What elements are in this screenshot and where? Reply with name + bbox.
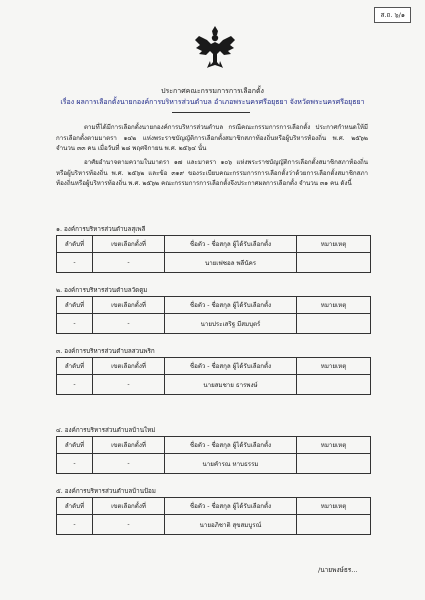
table-row bbox=[57, 515, 371, 535]
cell-name: นายสมชาย ธารพงษ์ bbox=[165, 375, 297, 395]
cell-name: นายอภิชาติ สุขสมบูรณ์ bbox=[165, 515, 297, 535]
section-title: ๓. องค์การบริหารส่วนตำบลสวนพริก bbox=[56, 348, 155, 355]
cell-order: - bbox=[57, 515, 93, 535]
section-title: ๔. องค์การบริหารส่วนตำบลบ้านใหม่ bbox=[56, 427, 156, 434]
header-remark: หมายเหตุ bbox=[297, 358, 371, 375]
header-order: ลำดับที่ bbox=[57, 437, 93, 454]
form-code-box: ส.ถ. ๖/๑ bbox=[374, 7, 411, 23]
cell-name: นายคำรณ หาบธรรม bbox=[165, 454, 297, 474]
result-section bbox=[56, 225, 370, 273]
cell-district: - bbox=[93, 515, 165, 535]
header-name: ชื่อตัว - ชื่อสกุล ผู้ได้รับเลือกตั้ง bbox=[165, 358, 297, 375]
cell-district: - bbox=[93, 253, 165, 273]
result-section bbox=[56, 286, 370, 334]
header-name: ชื่อตัว - ชื่อสกุล ผู้ได้รับเลือกตั้ง bbox=[165, 437, 297, 454]
result-section bbox=[56, 347, 370, 395]
cell-remark bbox=[297, 454, 371, 474]
header-order: ลำดับที่ bbox=[57, 236, 93, 253]
result-section bbox=[56, 487, 370, 535]
announcement-title: ประกาศคณะกรรมการการเลือกตั้ง bbox=[161, 87, 264, 95]
header-district: เขตเลือกตั้งที่ bbox=[93, 297, 165, 314]
header-district: เขตเลือกตั้งที่ bbox=[93, 437, 165, 454]
table-row bbox=[57, 454, 371, 474]
cell-district: - bbox=[93, 375, 165, 395]
result-table bbox=[56, 497, 371, 535]
body-paragraph-2: อาศัยอำนาจตามความในมาตรา ๑๗ และมาตรา ๑๐๖ แห่งพระราชบัญญัติการเลือกตั้งสมาชิกสภาท้องถิ่นหรือผู้บริหารท้องถิ่น พ.ศ. ๒๕๖๒ และข้อ ๓๑๙ ของระเบียบคณะกรรมการการเลือกตั้งว่าด้วยการเลือกตั้งสมาชิกสภาท้องถิ่นหรือผู้บริหารท้องถิ่น พ.ศ. ๒๕๖๒ คณะกรรมการการเลือกตั้งจึงประกาศผลการเลือกตั้ง จำนวน ๓๑ คน ดังนี้ bbox=[56, 159, 368, 187]
header-order: ลำดับที่ bbox=[57, 358, 93, 375]
header-remark: หมายเหตุ bbox=[297, 437, 371, 454]
announcement-subject: เรื่อง ผลการเลือกตั้งนายกองค์การบริหารส่วนตำบล อำเภอพระนครศรีอยุธยา จังหวัดพระนครศรีอยุธยา bbox=[60, 98, 365, 106]
header-remark: หมายเหตุ bbox=[297, 498, 371, 515]
header-district: เขตเลือกตั้งที่ bbox=[93, 498, 165, 515]
cell-remark bbox=[297, 375, 371, 395]
cell-remark bbox=[297, 314, 371, 334]
continuation-note: /นายพงษ์ธร... bbox=[318, 566, 358, 574]
header-remark: หมายเหตุ bbox=[297, 236, 371, 253]
cell-order: - bbox=[57, 314, 93, 334]
result-table bbox=[56, 357, 371, 395]
header-district: เขตเลือกตั้งที่ bbox=[93, 358, 165, 375]
title-divider bbox=[172, 112, 250, 113]
header-district: เขตเลือกตั้งที่ bbox=[93, 236, 165, 253]
result-table bbox=[56, 296, 371, 334]
result-table bbox=[56, 235, 371, 273]
result-table bbox=[56, 436, 371, 474]
table-row bbox=[57, 375, 371, 395]
cell-remark bbox=[297, 515, 371, 535]
cell-order: - bbox=[57, 375, 93, 395]
result-section bbox=[56, 426, 370, 474]
table-row bbox=[57, 253, 371, 273]
header-order: ลำดับที่ bbox=[57, 498, 93, 515]
cell-name: นายประเสริฐ มีสมบุตร์ bbox=[165, 314, 297, 334]
header-order: ลำดับที่ bbox=[57, 297, 93, 314]
cell-order: - bbox=[57, 454, 93, 474]
cell-remark bbox=[297, 253, 371, 273]
section-title: ๕. องค์การบริหารส่วนตำบลบ้านป้อม bbox=[56, 488, 156, 495]
cell-order: - bbox=[57, 253, 93, 273]
table-row bbox=[57, 314, 371, 334]
header-name: ชื่อตัว - ชื่อสกุล ผู้ได้รับเลือกตั้ง bbox=[165, 498, 297, 515]
section-title: ๑. องค์การบริหารส่วนตำบลสุเพลี bbox=[56, 226, 146, 233]
header-remark: หมายเหตุ bbox=[297, 297, 371, 314]
header-name: ชื่อตัว - ชื่อสกุล ผู้ได้รับเลือกตั้ง bbox=[165, 236, 297, 253]
section-title: ๒. องค์การบริหารส่วนตำบลวัดตูม bbox=[56, 287, 148, 294]
cell-district: - bbox=[93, 314, 165, 334]
garuda-emblem-icon bbox=[193, 24, 237, 70]
cell-name: นายเฟซอล พลีนัคร bbox=[165, 253, 297, 273]
header-name: ชื่อตัว - ชื่อสกุล ผู้ได้รับเลือกตั้ง bbox=[165, 297, 297, 314]
cell-district: - bbox=[93, 454, 165, 474]
body-paragraph-1: ตามที่ได้มีการเลือกตั้งนายกองค์การบริหารส่วนตำบล กรณีคณะกรรมการการเลือกตั้ง ประกาศกำหนดให้มีการเลือกตั้งตามมาตรา ๑๔๒ แห่งพระราชบัญญัติการเลือกตั้งสมาชิกสภาท้องถิ่นหรือผู้บริหารท้องถิ่น พ.ศ. ๒๕๖๒ จำนวน ๓๓ คน เมื่อวันที่ ๒๘ พฤศจิกายน พ.ศ. ๒๕๖๔ นั้น bbox=[56, 124, 368, 152]
